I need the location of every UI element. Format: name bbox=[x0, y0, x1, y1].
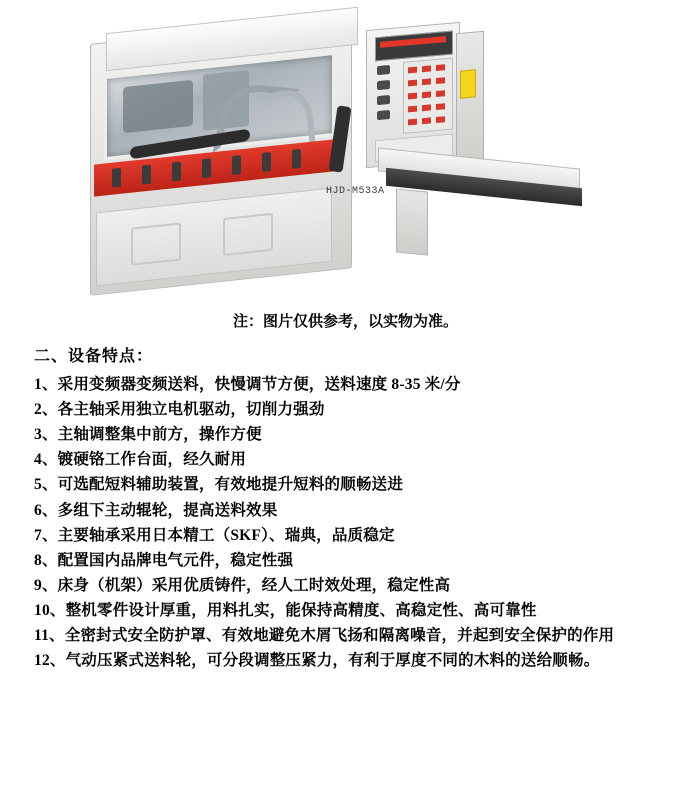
adjust-knob bbox=[172, 161, 181, 181]
adjust-knob bbox=[202, 158, 211, 178]
control-cabinet bbox=[366, 22, 460, 168]
switch-grid-panel bbox=[403, 58, 453, 134]
adjust-knob bbox=[142, 165, 151, 185]
control-button bbox=[377, 110, 390, 120]
feature-list bbox=[0, 372, 691, 673]
list-item: 8、配置国内品牌电气元件，稳定性强 bbox=[34, 551, 294, 569]
list-item: 10、整机零件设计厚重，用料扎实，能保持高精度、高稳定性、高可靠性 bbox=[34, 601, 537, 619]
list-item: 2、各主轴采用独立电机驱动，切削力强劲 bbox=[34, 401, 325, 419]
section-heading: 二、设备特点： bbox=[34, 348, 154, 365]
list-item: 4、镀硬铬工作台面，经久耐用 bbox=[34, 451, 247, 469]
list-item: 1、采用变频器变频送料，快慢调节方便，送料速度 8-35 米/分 bbox=[34, 376, 461, 393]
control-display bbox=[375, 31, 453, 62]
adjust-knob bbox=[262, 152, 271, 172]
control-button bbox=[377, 95, 390, 105]
model-number-label: HJD-M533A bbox=[326, 186, 385, 197]
panel-slot bbox=[223, 213, 273, 256]
machine-illustration bbox=[78, 18, 578, 276]
internal-spindle-left bbox=[123, 80, 193, 133]
product-image bbox=[0, 0, 691, 300]
list-item: 6、多组下主动辊轮，提高送料效果 bbox=[34, 501, 278, 519]
control-button bbox=[377, 80, 390, 90]
warning-label bbox=[460, 69, 476, 98]
list-item: 12、气动压紧式送料轮，可分段调整压紧力，有利于厚度不同的木料的送给顺畅。 bbox=[34, 652, 600, 670]
adjust-knob bbox=[112, 168, 121, 188]
list-item: 5、可选配短料辅助装置，有效地提升短料的顺畅送进 bbox=[34, 476, 404, 494]
adjust-knob bbox=[292, 149, 301, 169]
panel-slot bbox=[131, 222, 181, 265]
list-item: 9、床身（机架）采用优质铸件，经人工时效处理，稳定性高 bbox=[34, 576, 451, 594]
list-item: 3、主轴调整集中前方，操作方便 bbox=[34, 426, 262, 444]
display-led bbox=[380, 36, 446, 48]
control-button bbox=[377, 65, 390, 75]
table-support-leg bbox=[396, 188, 428, 255]
adjust-knob bbox=[232, 155, 241, 175]
list-item: 11、全密封式安全防护罩、有效地避免木屑飞扬和隔离噪音，并起到安全保护的作用 bbox=[34, 627, 615, 645]
list-item: 7、主要轴承采用日本精工（SKF）、瑞典，品质稳定 bbox=[34, 526, 395, 544]
image-caption: 注：图片仅供参考，以实物为准。 bbox=[232, 314, 458, 330]
control-button-column bbox=[377, 64, 397, 130]
